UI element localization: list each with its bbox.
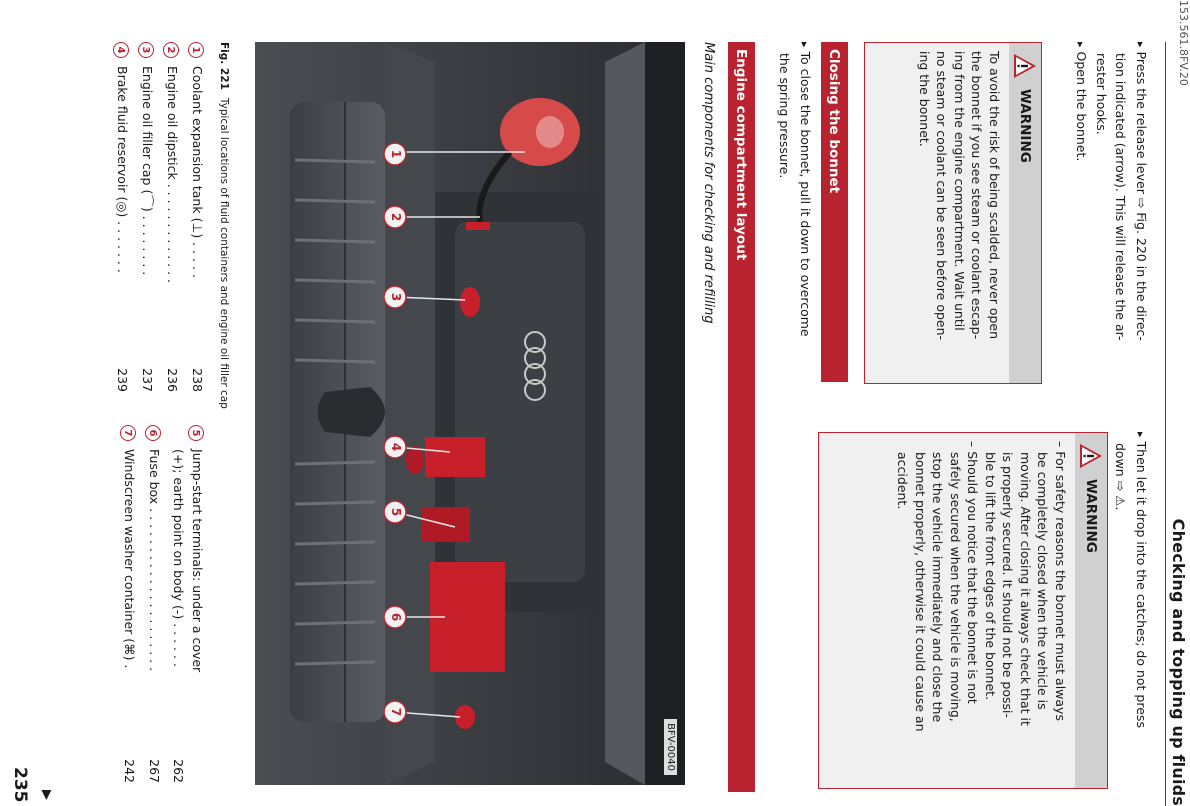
closing-bonnet-text (774, 42, 814, 382)
legend-page: 237 (140, 368, 155, 392)
legend-right (112, 425, 205, 783)
warning-line: safely secured when the vehicle is moving, (948, 452, 963, 722)
legend-label: Engine oil filler cap (⌒) . . . . . . . . (140, 66, 155, 276)
warning-triangle-icon (1013, 53, 1037, 79)
warning-line: ing the bonnet. (917, 51, 932, 147)
warning-line: accident. (895, 452, 911, 510)
legend-left (105, 42, 205, 392)
warning-box-left (864, 42, 1042, 384)
legend-label: Fuse box . . . . . . . . . . . . . . . . . . . . . (147, 449, 162, 672)
figure-callout (379, 500, 407, 524)
legend-label: Engine oil dipstick . . . . . . . . . . . . . (165, 66, 180, 284)
warning-line: the bonnet if you see steam or coolant escap- (969, 51, 985, 340)
figure-caption-label: Fig. 221 (218, 42, 230, 90)
document-code: 153.561.8FV.20 (1177, 0, 1190, 86)
legend-label: (+); earth point on body (-) . . . . . . (171, 449, 186, 667)
legend-item (163, 42, 180, 392)
legend-label: Jump-start terminals: under a cover (190, 449, 205, 673)
callout-number: 2 (389, 212, 403, 222)
legend-item (188, 425, 205, 783)
figure-callout (379, 700, 407, 724)
legend-number: 4 (113, 42, 129, 58)
warning-line: ble to lift the front edges of the bonnet. (983, 452, 998, 701)
warning-title: WARNING (1017, 89, 1033, 163)
figure-caption (218, 42, 230, 785)
legend-page: 236 (165, 368, 180, 392)
figure-callout (379, 205, 407, 229)
legend-item (113, 42, 130, 392)
step-text: ▸ Then let it drop into the catches; do not press (1132, 432, 1151, 792)
legend-label: Windscreen washer container (⌘) . (122, 449, 137, 669)
warning-box-right (818, 432, 1108, 789)
warning-line: – For safety reasons the bonnet must always (1052, 441, 1070, 780)
callout-number: 3 (389, 292, 403, 302)
callout-number: 1 (389, 149, 403, 159)
page-header-title: Checking and topping up fluids (1169, 518, 1188, 806)
figure-callout (379, 142, 407, 166)
engine-compartment-figure (255, 42, 685, 785)
legend-number: 3 (138, 42, 154, 58)
legend-page: 238 (190, 368, 205, 392)
step-text: tion indicated (arrow). This will release the ar- (1113, 53, 1129, 341)
callout-number: 5 (389, 507, 403, 517)
legend-label: Brake fluid reservoir (◎) . . . . . . . (115, 66, 130, 273)
warning-line: stop the vehicle immediately and close the (930, 452, 946, 723)
callout-number: 7 (389, 707, 403, 717)
continue-arrow-icon: ▶ (39, 790, 54, 800)
warning-line: ing from the engine compartment. Wait until (952, 51, 967, 331)
warning-line: – Should you notice that the bonnet is not (964, 441, 982, 780)
column-left (1070, 42, 1150, 382)
step-text: down ⇨ ⚠. (1113, 443, 1129, 511)
warning-line: no steam or coolant can be seen before open- (934, 51, 950, 341)
legend-item (188, 42, 205, 392)
engine-photo-illustration (255, 42, 685, 785)
step-text: the spring pressure. (777, 53, 793, 179)
legend-number: 5 (188, 425, 204, 441)
warning-body (908, 43, 1010, 383)
legend-page: 239 (115, 368, 130, 392)
legend-number: 1 (188, 42, 204, 58)
header-rule (1165, 42, 1166, 806)
legend-page: 242 (122, 759, 137, 783)
legend-number: 6 (145, 425, 161, 441)
warning-line: To avoid the risk of being scalded, never open (987, 51, 1002, 340)
legend-item (120, 425, 137, 783)
legend-number: 7 (120, 425, 136, 441)
legend-item-continued (170, 425, 186, 783)
warning-line: is properly secured. It should not be possi- (1000, 452, 1016, 719)
figure-caption-text: Typical locations of fluid containers and engine oil filler cap (218, 97, 230, 409)
closing-bonnet-heading: Closing the bonnet (821, 42, 848, 382)
section-heading: Engine compartment layout (728, 42, 755, 792)
legend-item (145, 425, 162, 783)
legend-item (138, 42, 155, 392)
step-text: ▸ To close the bonnet, pull it down to overcome (796, 42, 815, 382)
callout-number: 4 (389, 442, 403, 452)
legend-number: 2 (163, 42, 179, 58)
step-text: ▸ Open the bonnet. (1072, 42, 1091, 382)
figure-callout (379, 435, 407, 459)
warning-title: WARNING (1083, 479, 1099, 553)
legend-page: 262 (171, 759, 186, 783)
section-subtitle: Main components for checking and refilling (701, 42, 716, 324)
legend-page: 267 (147, 759, 162, 783)
warning-body (886, 433, 1075, 788)
page-number: 235 (10, 767, 30, 803)
figure-callout (379, 285, 407, 309)
warning-line: be completely closed when the vehicle is (1035, 452, 1051, 710)
figure-code: BFV-0040 (664, 719, 677, 775)
warning-line: moving. After closing it always check that it (1018, 452, 1033, 726)
step-text: rester hooks. (1094, 53, 1109, 135)
warning-header (1075, 433, 1107, 788)
figure-callout (379, 605, 407, 629)
callout-number: 6 (389, 612, 403, 622)
legend-label: Coolant expansion tank (⊥) . . . . . (190, 66, 205, 278)
step-text: ▸ Press the release lever ⇨ Fig. 220 in the direc- (1132, 42, 1151, 382)
warning-line: bonnet properly, otherwise it could cause an (913, 452, 928, 732)
column-right (1110, 432, 1150, 792)
warning-header (1009, 43, 1041, 383)
warning-triangle-icon (1079, 443, 1103, 469)
